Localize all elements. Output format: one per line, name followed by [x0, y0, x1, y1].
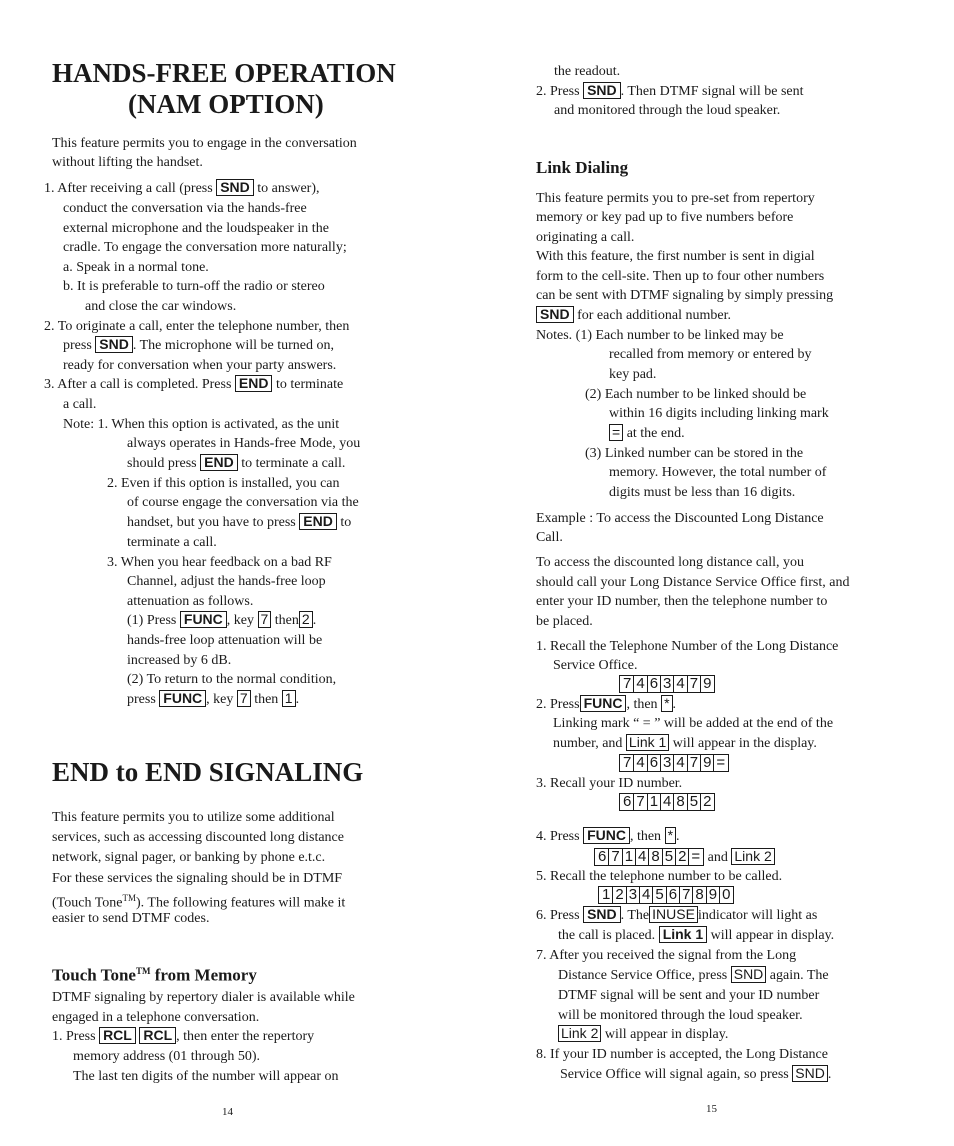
paragraph-line: Call. — [536, 530, 563, 545]
paragraph-line: the readout. — [554, 64, 621, 79]
paragraph-line: easier to send DTMF codes. — [52, 911, 210, 926]
text: will appear in the display. — [672, 736, 817, 751]
text: from Memory — [150, 965, 257, 985]
digit-cell: 1 — [600, 887, 613, 903]
digit-cell: 4 — [636, 849, 649, 865]
paragraph-line: terminate a call. — [127, 535, 217, 550]
section-title-hands-free: HANDS-FREE OPERATION — [52, 58, 396, 88]
digit-cell: 3 — [627, 887, 640, 903]
subsection-title-link-dialing: Link Dialing — [536, 158, 629, 177]
list-item-2: 2. To originate a call, enter the telephone number, then — [44, 319, 350, 334]
star-key: * — [665, 827, 676, 844]
text: 2. Press — [536, 697, 580, 712]
digit-cell: 7 — [621, 676, 634, 692]
digit-cell: 9 — [701, 755, 714, 771]
text: to terminate — [275, 377, 344, 392]
text: then — [274, 613, 299, 628]
digit-cell: = — [716, 754, 726, 771]
text: 2. Press — [536, 84, 580, 99]
section-title-nam-option: (NAM OPTION) — [128, 89, 324, 119]
paragraph-line: With this feature, the first number is sent in digial — [536, 249, 815, 264]
digit-cell: 3 — [661, 755, 674, 771]
paragraph-line: a call. — [63, 397, 97, 412]
digit-cell: 4 — [661, 794, 674, 810]
text: press — [127, 692, 156, 707]
text: press — [63, 338, 92, 353]
digit-cell: 2 — [703, 793, 712, 810]
note-3: 3. When you hear feedback on a bad RF — [107, 555, 332, 570]
end-key: END — [200, 454, 238, 471]
paragraph-line — [558, 926, 834, 946]
paragraph-line: engaged in a telephone conversation. — [52, 1010, 260, 1025]
star-key: * — [661, 695, 672, 712]
text: , then enter the repertory — [176, 1029, 315, 1044]
digit-cell: 6 — [648, 676, 661, 692]
note-1: Note: 1. When this option is activated, as the unit — [63, 417, 340, 432]
page-number: 14 — [222, 1106, 233, 1118]
paragraph-line: cradle. To engage the conversation more naturally; — [63, 240, 347, 255]
digit-cell: 8 — [674, 794, 687, 810]
text: . The — [620, 908, 650, 923]
key-7: 7 — [258, 611, 272, 628]
paragraph-line: memory or key pad up to five numbers before — [536, 210, 794, 225]
paragraph-line: memory address (01 through 50). — [73, 1049, 261, 1064]
text: 1. Press — [52, 1029, 96, 1044]
paragraph-line: form to the cell-site. Then up to four other numbers — [536, 269, 825, 284]
paragraph-line — [553, 734, 817, 754]
equals-key: = — [609, 424, 623, 441]
digit-display — [619, 675, 715, 695]
end-key: END — [299, 513, 337, 530]
digit-cell: 7 — [609, 849, 622, 865]
paragraph-line: conduct the conversation via the hands-free — [63, 201, 307, 216]
digit-cell: = — [691, 848, 701, 865]
digit-cell: 9 — [707, 887, 720, 903]
func-key: FUNC — [180, 611, 227, 628]
digit-cell: 9 — [703, 675, 712, 692]
text: for each additional number. — [577, 308, 732, 323]
paragraph-line: always operates in Hands-free Mode, you — [127, 436, 361, 451]
digit-cell: 6 — [648, 755, 661, 771]
digit-cell: 6 — [596, 849, 609, 865]
step-3: 3. Recall your ID number. — [536, 776, 683, 791]
snd-key: SND — [583, 906, 621, 923]
paragraph-line: press FUNC , key 7 then 1 . — [127, 690, 300, 707]
link2-indicator: Link 2 — [731, 848, 774, 865]
digit-display — [619, 793, 715, 813]
digit-cell: 2 — [676, 849, 689, 865]
text: the call is placed. — [558, 928, 656, 943]
digit-cell: 6 — [667, 887, 680, 903]
text: should press — [127, 456, 197, 471]
snd-key: SND — [536, 306, 574, 323]
text: ). The following features will make it — [136, 895, 346, 911]
list-item-2 — [536, 82, 804, 102]
snd-key: SND — [583, 82, 621, 99]
text: (1) Press — [127, 613, 177, 628]
digit-cell: 7 — [680, 887, 693, 903]
step-6 — [536, 906, 817, 926]
text: number, and — [553, 736, 623, 751]
digit-display — [598, 886, 734, 906]
step-2: 2. Press FUNC , then * . — [536, 695, 677, 712]
text: , then — [626, 697, 658, 712]
step-5: 5. Recall the telephone number to be called. — [536, 869, 783, 884]
paragraph-line: of course engage the conversation via the — [127, 495, 359, 510]
list-item-3 — [44, 375, 343, 395]
paragraph-line: digits must be less than 16 digits. — [609, 485, 796, 500]
digit-cell: 4 — [674, 676, 687, 692]
subsection-title-touch-tone — [52, 961, 257, 986]
text: indicator will light as — [697, 908, 818, 923]
text: 1. After receiving a call (press — [44, 181, 213, 196]
paragraph-line: can be sent with DTMF signaling by simply pressing — [536, 288, 834, 303]
digit-cell: 6 — [621, 794, 634, 810]
link2-indicator: Link 2 — [558, 1025, 601, 1042]
text: handset, but you have to press — [127, 515, 296, 530]
paragraph-line: within 16 digits including linking mark — [609, 406, 829, 421]
paragraph-line: should call your Long Distance Service Office first, and — [536, 575, 850, 590]
paragraph-line — [560, 1065, 831, 1085]
paragraph-line — [609, 424, 685, 444]
step-4: 4. Press FUNC , then * . — [536, 827, 680, 844]
paragraph-line: Linking mark “ = ” will be added at the end of the — [553, 716, 834, 731]
rcl-key: RCL — [139, 1027, 176, 1044]
paragraph-line: This feature permits you to utilize some additional — [52, 810, 335, 825]
paragraph-line: (1) Press FUNC , key 7 then 2 . — [127, 611, 317, 628]
step-8: 8. If your ID number is accepted, the Long Distance — [536, 1047, 828, 1062]
example-line: Example : To access the Discounted Long Distance — [536, 511, 824, 526]
paragraph-line: attenuation as follows. — [127, 594, 254, 609]
paragraph-line: originating a call. — [536, 230, 635, 245]
digit-cell: 3 — [661, 676, 674, 692]
text: . Then DTMF signal will be sent — [620, 84, 804, 99]
paragraph-line: hands-free loop attenuation will be — [127, 633, 323, 648]
digit-cell: 7 — [634, 794, 647, 810]
page-number: 15 — [706, 1103, 717, 1115]
inuse-indicator: INUSE — [649, 906, 698, 923]
func-key: FUNC — [583, 827, 630, 844]
paragraph-line: ready for conversation when your party answers. — [63, 358, 337, 373]
notes-1: Notes. (1) Each number to be linked may be — [536, 328, 784, 343]
paragraph-line: memory. However, the total number of — [609, 465, 827, 480]
text: at the end. — [626, 426, 685, 441]
snd-key: SND — [792, 1065, 828, 1082]
notes-3: (3) Linked number can be stored in the — [585, 446, 804, 461]
digit-cell: 4 — [634, 676, 647, 692]
paragraph-line — [127, 454, 345, 474]
list-item-1 — [52, 1027, 314, 1047]
paragraph-line: DTMF signaling by repertory dialer is available while — [52, 990, 355, 1005]
link1-indicator: Link 1 — [659, 926, 707, 943]
paragraph-line: will be monitored through the loud speaker. — [558, 1008, 803, 1023]
digit-cell: 4 — [634, 755, 647, 771]
paragraph-line: To access the discounted long distance call, you — [536, 555, 805, 570]
note-2: 2. Even if this option is installed, you can — [107, 476, 340, 491]
paragraph-line: This feature permits you to engage in the conversation — [52, 136, 357, 151]
text: to terminate a call. — [241, 456, 346, 471]
digit-row — [594, 848, 704, 866]
text: to answer), — [257, 181, 320, 196]
paragraph-line — [63, 336, 334, 356]
text: 4. Press — [536, 829, 580, 844]
step-1: 1. Recall the Telephone Number of the Long Distance — [536, 639, 839, 654]
text: , key — [226, 613, 254, 628]
text: will appear in display. — [710, 928, 835, 943]
paragraph-line — [536, 306, 731, 326]
rcl-key: RCL — [99, 1027, 136, 1044]
section-title-end-to-end: END to END SIGNALING — [52, 757, 364, 787]
text: again. The — [769, 968, 829, 983]
digit-cell: 2 — [613, 887, 626, 903]
list-item-1 — [44, 179, 319, 199]
digit-display — [619, 754, 729, 774]
paragraph-line: DTMF signal will be sent and your ID number — [558, 988, 820, 1003]
text: and — [707, 850, 728, 865]
text: 3. After a call is completed. Press — [44, 377, 232, 392]
paragraph-line: enter your ID number, then the telephone number to — [536, 594, 828, 609]
trademark: TM — [135, 966, 151, 976]
paragraph-line: network, signal pager, or banking by phone e.t.c. — [52, 850, 326, 865]
digit-row — [619, 754, 729, 772]
paragraph-line: external microphone and the loudspeaker in the — [63, 221, 329, 236]
snd-key: SND — [216, 179, 254, 196]
snd-key: SND — [731, 966, 767, 983]
notes-2: (2) Each number to be linked should be — [585, 387, 807, 402]
paragraph-line: and monitored through the loud speaker. — [554, 103, 781, 118]
digit-row — [598, 886, 734, 904]
end-key: END — [235, 375, 273, 392]
text: Touch Tone — [52, 965, 136, 985]
link1-indicator: Link 1 — [626, 734, 669, 751]
key-1: 1 — [282, 690, 296, 707]
digit-cell: 4 — [674, 755, 687, 771]
step-7: 7. After you received the signal from the Long — [536, 948, 797, 963]
paragraph-line: (2) To return to the normal condition, — [127, 672, 337, 687]
paragraph-line: a. Speak in a normal tone. — [63, 260, 209, 275]
digit-cell: 7 — [688, 676, 701, 692]
digit-cell: 0 — [722, 886, 731, 903]
key-7: 7 — [237, 690, 251, 707]
text: to — [340, 515, 352, 530]
text: , key — [206, 692, 234, 707]
text: then — [254, 692, 279, 707]
paragraph-line: and close the car windows. — [85, 299, 237, 314]
text: Service Office will signal again, so press — [560, 1067, 789, 1082]
text: . — [827, 1067, 832, 1082]
text: will appear in display. — [604, 1027, 729, 1042]
digit-cell: 1 — [623, 849, 636, 865]
paragraph-line: Channel, adjust the hands-free loop — [127, 574, 326, 589]
digit-cell: 5 — [653, 887, 666, 903]
paragraph-line: services, such as accessing discounted long distance — [52, 830, 344, 845]
digit-display — [594, 848, 775, 868]
digit-cell: 5 — [688, 794, 701, 810]
key-2: 2 — [299, 611, 313, 628]
paragraph-line — [558, 1025, 728, 1045]
digit-row — [619, 675, 715, 693]
func-key: FUNC — [580, 695, 627, 712]
trademark: TM — [122, 893, 136, 903]
text: , then — [629, 829, 662, 844]
digit-cell: 4 — [640, 887, 653, 903]
paragraph-line: recalled from memory or entered by — [609, 347, 812, 362]
snd-key: SND — [95, 336, 133, 353]
paragraph-line: key pad. — [609, 367, 657, 382]
digit-cell: 7 — [688, 755, 701, 771]
digit-cell: 7 — [621, 755, 634, 771]
paragraph-line: b. It is preferable to turn-off the radio or stereo — [63, 279, 325, 294]
paragraph-line — [558, 966, 829, 986]
paragraph-line: The last ten digits of the number will appear on — [73, 1069, 339, 1084]
digit-row — [619, 793, 715, 811]
paragraph-line: be placed. — [536, 614, 593, 629]
text: Distance Service Office, press — [558, 968, 728, 983]
digit-cell: 5 — [663, 849, 676, 865]
text: . The microphone will be turned on, — [132, 338, 334, 353]
text: (Touch Tone — [52, 895, 123, 911]
digit-cell: 8 — [693, 887, 706, 903]
func-key: FUNC — [159, 690, 206, 707]
paragraph-line: This feature permits you to pre-set from repertory — [536, 191, 815, 206]
digit-cell: 8 — [649, 849, 662, 865]
paragraph-line: increased by 6 dB. — [127, 653, 232, 668]
paragraph-line: For these services the signaling should be in DTMF — [52, 871, 343, 886]
paragraph-line: without lifting the handset. — [52, 155, 203, 170]
paragraph-line — [127, 513, 351, 533]
paragraph-line: Service Office. — [553, 658, 638, 673]
text: 6. Press — [536, 908, 580, 923]
digit-cell: 1 — [648, 794, 661, 810]
